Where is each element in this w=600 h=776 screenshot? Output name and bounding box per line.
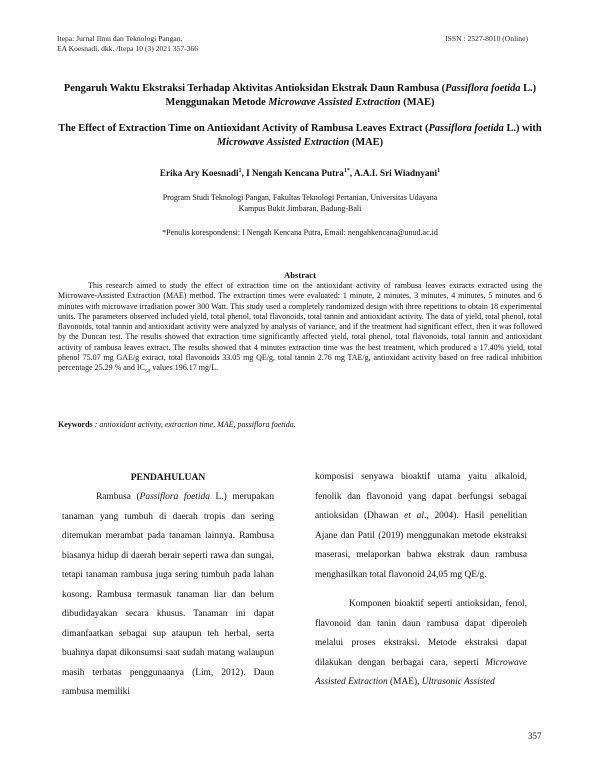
abstract-body: This research aimed to study the effect of extraction time on the antioxidant activity of rambusa leaves extracts extracted using the Microwave-Assisted Extraction (MAE) method. The extraction times were evaluated: 1 minute, 2 minutes, 3 minutes, 4 minutes, 5 minutes and 6 minutes with microwave irradiation power 300 Watt. This study used a completely randomized design with three repetitions to obtain 18 experimental units. The parameters observed included yield, total phenol, total flavonoids, total tannin and antioxidant activity. The data of yield, total phenol, total flavonoids, total tannin and antioxidant activity were analyzed by analysis of variance, and if the treatment had significant effect, then it was followed by the Duncan test. The results showed that extraction time significantly affected yield, total phenol, total flavonoids, total tannin and antioxidant activity of rambusa leaves extract. The results showed that 4 minutes extraction time was the best treatment, which produced a 17.40% yield, total phenol 75.07 mg GAE/g extract, total flavonoids 33.05 mg QE/g, total tannin 2.76 mg TAE/g, antioxidant activity based on free radical inhibition percentage 25.29 % and $IC_{50}$ values 196.17 mg/L. xyxy=(58,281,542,375)
journal-header xyxy=(57,34,198,54)
paragraph: Rambusa (Passiflora foetida L.) merupakan tanaman yang tumbuh di daerah tropis dan sering ditemukan merambat pada tanaman lainnya. Rambusa biasanya hidup di daerah berair seperti rawa dan sungai, tetapi tanaman rambusa juga sering tumbuh pada lahan kosong. Rambusa termasuk tanaman liar dan belum dibudidayakan secara khusus. Tanaman ini dapat dimanfaatkan sebagai sup ataupun teh herbal, serta buahnya dapat dikonsumsi saat sudah matang walaupun masih terbatas penggunaanya (Lim, 2012). Daun rambusa memiliki xyxy=(62,492,275,697)
affiliation-line-2: Kampus Bukit Jimbaran, Badung-Bali xyxy=(238,204,362,213)
paragraph: komposisi senyawa bioaktif utama yaitu alkaloid, fenolik dan flavonoid yang dapat berfungsi sebagai antioksidan (Dhawan et al., 2004). Hasil penelitian Ajane dan Patil (2019) menggunakan metode ekstraksi maserasi, melaporkan bahwa ekstrak daun rambusa menghasilkan total flavonoid 24,05 mg QE/g. xyxy=(315,472,527,580)
paragraph: Komponen bioaktif seperti antioksidan, fenol, flavonoid dan tanin daun rambusa dapat diperoleh melalui proses ekstraksi. Metode ekstraksi dapat dilakukan dengan berbagai cara, seperti Microwave Assisted Extraction (MAE), Ultrasonic Assisted xyxy=(315,599,527,687)
journal-citation: EA Koesnadi, dkk. /Itepa 10 (3) 2021 357-366 xyxy=(57,44,199,53)
journal-name: Itepa: Jurnal Ilmu dan Teknologi Pangan, xyxy=(57,34,183,43)
correspondence: *Penulis korespondensi: I Nengah Kencana Putra, Email: nengahkencana@unud.ac.id xyxy=(162,228,438,237)
keywords-text: : antioxidant activity, extraction time, MAE, passiflora foetida. xyxy=(92,420,296,429)
authors: Erika Ary Koesnadi$^1$, I Nengah Kencana Putra$^{1*}$, A.A.I. Sri Wiadnyani$^1$ xyxy=(159,168,441,179)
keywords xyxy=(58,419,542,430)
abstract-heading: Abstract xyxy=(284,270,316,280)
section-heading-introduction: PENDAHULUAN xyxy=(130,472,206,483)
title-english: The Effect of Extraction Time on Antioxidant Activity of Rambusa Leaves Extract (Passiflora foetida L.) with Microwave Assisted Extraction (MAE) xyxy=(58,123,542,148)
affiliation xyxy=(50,192,550,214)
keywords-label: Keywords xyxy=(58,420,93,429)
issn: ISSN : 2527-8010 (Online) xyxy=(445,34,528,43)
title-indonesian: Pengaruh Waktu Ekstraksi Terhadap Aktivitas Antioksidan Ekstrak Daun Rambusa (Passiflora foetida L.) Menggunakan Metode Microwave Assisted Extraction (MAE) xyxy=(63,83,537,108)
affiliation-line-1: Program Studi Teknologi Pangan, Fakultas Teknologi Pertanian, Universitas Udayana xyxy=(162,193,438,202)
left-column xyxy=(62,488,274,703)
page-number: 357 xyxy=(528,731,542,741)
right-column xyxy=(315,468,527,693)
